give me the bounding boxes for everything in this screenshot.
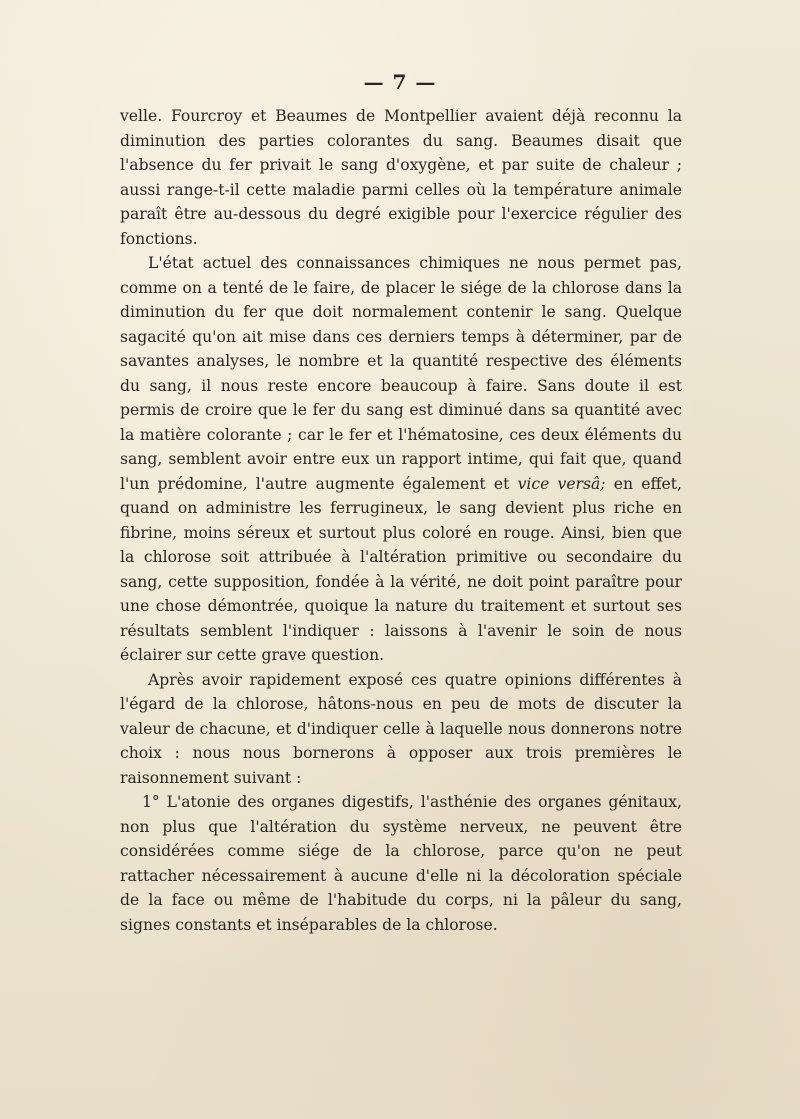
paragraph-point-one: 1° L'atonie des organes digestifs, l'asthénie des organes génitaux, non plus que l'altération du système nerveux, ne peuvent être considérées comme siége de la chlorose, parce qu'on ne peut rattacher nécessairement à aucune d'elle ni la décoloration spéciale de la face ou même de l'habitude du corps, ni la pâleur du sang, signes constants et inséparables de la chlorose. bbox=[120, 793, 682, 934]
paragraph-four-opinions: Après avoir rapidement exposé ces quatre opinions différentes à l'égard de la chlorose, hâtons-nous en peu de mots de discuter la valeur de chacune, et d'indiquer celle à laquelle nous donnerons notre choix : nous nous bornerons à opposer aux trois premières le raisonnement suivant : bbox=[120, 670, 682, 787]
paragraph-chemical-knowledge bbox=[120, 251, 682, 668]
italic-phrase: vice versâ; bbox=[517, 474, 606, 493]
paragraph-text-segment: L'état actuel des connaissances chimiques ne nous permet pas, comme on a tenté de le faire, de placer le siége de la chlorose dans la diminution du fer que doit normalement contenir le sang. Quelque sagacité qu'on ait mise dans ces derniers temps à déterminer, par de savantes analyses, le nombre et la quantité respective des éléments du sang, il nous reste encore beaucoup à faire. Sans doute il est permis de croire que le fer du sang est diminué dans sa quantité avec la matière colorante ; car le fer et l'hématosine, ces deux éléments du sang, semblent avoir entre eux un rapport intime, qui fait que, quand l'un prédomine, l'autre augmente également et bbox=[120, 254, 682, 493]
paragraph-continuation: velle. Fourcroy et Beaumes de Montpellier avaient déjà reconnu la diminution des parties colorantes du sang. Beaumes disait que l'absence du fer privait le sang d'oxygène, et par suite de chaleur ; aussi range-t-il cette maladie parmi celles où la température animale paraît être au-dessous du degré exigible pour l'exercice régulier des fonctions. bbox=[120, 107, 682, 248]
page-text-body bbox=[120, 104, 682, 937]
paragraph-text-segment: en effet, quand on administre les ferrugineux, le sang devient plus riche en fibrine, moins séreux et surtout plus coloré en rouge. Ainsi, bien que la chlorose soit attribuée à l'altération primitive ou secondaire du sang, cette supposition, fondée à la vérité, ne doit point paraître pour une chose démontrée, quoique la nature du traitement et surtout ses résultats semblent l'indiquer : laissons à l'avenir le soin de nous éclairer sur cette grave question. bbox=[120, 474, 683, 664]
page-number: — 7 — bbox=[363, 70, 437, 94]
